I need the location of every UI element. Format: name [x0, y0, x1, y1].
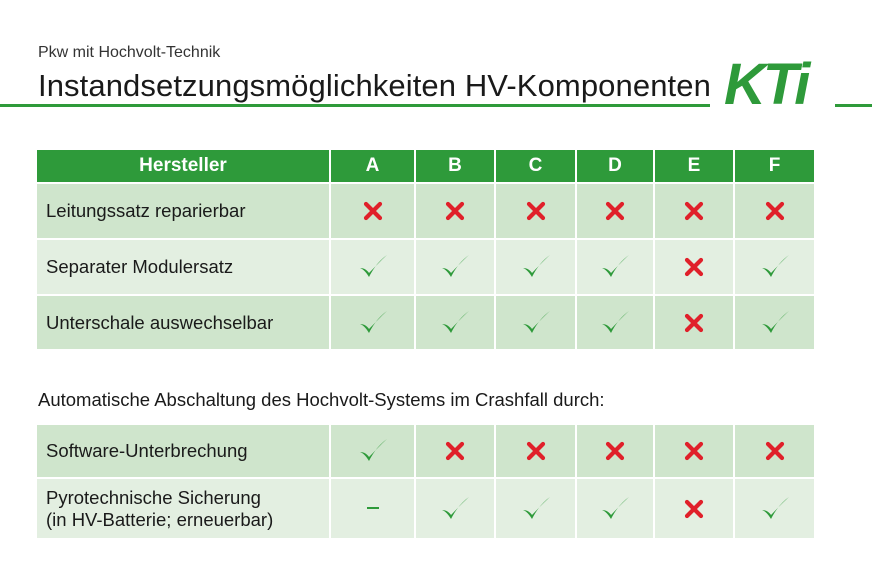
row-label-line: Software-Unterbrechung	[46, 440, 248, 461]
cross-icon	[684, 202, 704, 219]
table-row	[37, 479, 814, 540]
value-cell	[655, 479, 735, 540]
cross-icon	[526, 442, 546, 459]
row-label: Unterschale auswechselbar	[37, 296, 331, 351]
check-icon	[521, 314, 551, 331]
crash-shutdown-table	[37, 425, 814, 540]
value-cell	[416, 240, 496, 296]
value-cell	[496, 240, 577, 296]
cross-icon	[684, 442, 704, 459]
value-cell	[331, 296, 416, 351]
check-icon	[521, 258, 551, 275]
cross-icon	[765, 442, 785, 459]
cross-icon	[605, 202, 625, 219]
table-row	[37, 425, 814, 479]
check-icon	[440, 500, 470, 517]
check-icon	[440, 258, 470, 275]
value-cell	[496, 296, 577, 351]
value-cell	[735, 184, 814, 240]
value-cell	[655, 425, 735, 479]
row-label-line: (in HV-Batterie; erneuerbar)	[46, 508, 274, 530]
check-icon	[760, 314, 790, 331]
check-icon	[760, 500, 790, 517]
title-underline-right	[835, 104, 872, 107]
header-col-b: B	[416, 150, 496, 184]
table-header-row	[37, 150, 814, 184]
slide-title: Instandsetzungsmöglichkeiten HV-Komponenten	[38, 68, 711, 103]
value-cell	[655, 184, 735, 240]
row-label	[37, 425, 331, 479]
value-cell	[577, 479, 655, 540]
table-row	[37, 240, 814, 296]
value-cell	[496, 425, 577, 479]
value-cell	[496, 184, 577, 240]
check-icon	[358, 258, 388, 275]
kti-logo-text: KTi	[724, 56, 808, 110]
value-cell	[577, 184, 655, 240]
check-icon	[600, 314, 630, 331]
slide-subtitle: Pkw mit Hochvolt-Technik	[38, 44, 221, 61]
cross-icon	[684, 314, 704, 331]
cross-icon	[445, 442, 465, 459]
check-icon	[521, 500, 551, 517]
kti-logo	[722, 56, 840, 110]
value-cell	[577, 296, 655, 351]
cross-icon	[363, 202, 383, 219]
header-col-c: C	[496, 150, 577, 184]
value-cell	[416, 296, 496, 351]
check-icon	[600, 258, 630, 275]
table-row	[37, 184, 814, 240]
check-icon	[440, 314, 470, 331]
row-label-line: Pyrotechnische Sicherung	[46, 486, 261, 508]
value-cell	[496, 479, 577, 540]
check-icon	[358, 442, 388, 459]
value-cell	[735, 425, 814, 479]
row-label: Separater Modulersatz	[37, 240, 331, 296]
value-cell	[735, 479, 814, 540]
value-cell	[416, 425, 496, 479]
value-cell	[735, 240, 814, 296]
header-col-e: E	[655, 150, 735, 184]
value-cell	[331, 425, 416, 479]
cross-icon	[684, 258, 704, 275]
cross-icon	[526, 202, 546, 219]
value-cell	[735, 296, 814, 351]
header-manufacturer: Hersteller	[37, 150, 331, 184]
row-label	[37, 479, 331, 540]
value-cell	[331, 240, 416, 296]
value-cell	[655, 296, 735, 351]
dash-icon	[367, 507, 379, 509]
header-col-f: F	[735, 150, 814, 184]
header-col-a: A	[331, 150, 416, 184]
cross-icon	[765, 202, 785, 219]
cross-icon	[605, 442, 625, 459]
value-cell	[416, 184, 496, 240]
check-icon	[760, 258, 790, 275]
value-cell	[416, 479, 496, 540]
check-icon	[358, 314, 388, 331]
cross-icon	[684, 500, 704, 517]
value-cell	[577, 425, 655, 479]
value-cell	[331, 184, 416, 240]
title-underline	[0, 104, 710, 107]
crash-shutdown-heading: Automatische Abschaltung des Hochvolt-Systems im Crashfall durch:	[38, 389, 605, 410]
table-row	[37, 296, 814, 351]
header-col-d: D	[577, 150, 655, 184]
cross-icon	[445, 202, 465, 219]
check-icon	[600, 500, 630, 517]
value-cell	[577, 240, 655, 296]
repair-options-table	[37, 150, 814, 351]
row-label: Leitungssatz reparierbar	[37, 184, 331, 240]
value-cell	[331, 479, 416, 540]
value-cell	[655, 240, 735, 296]
